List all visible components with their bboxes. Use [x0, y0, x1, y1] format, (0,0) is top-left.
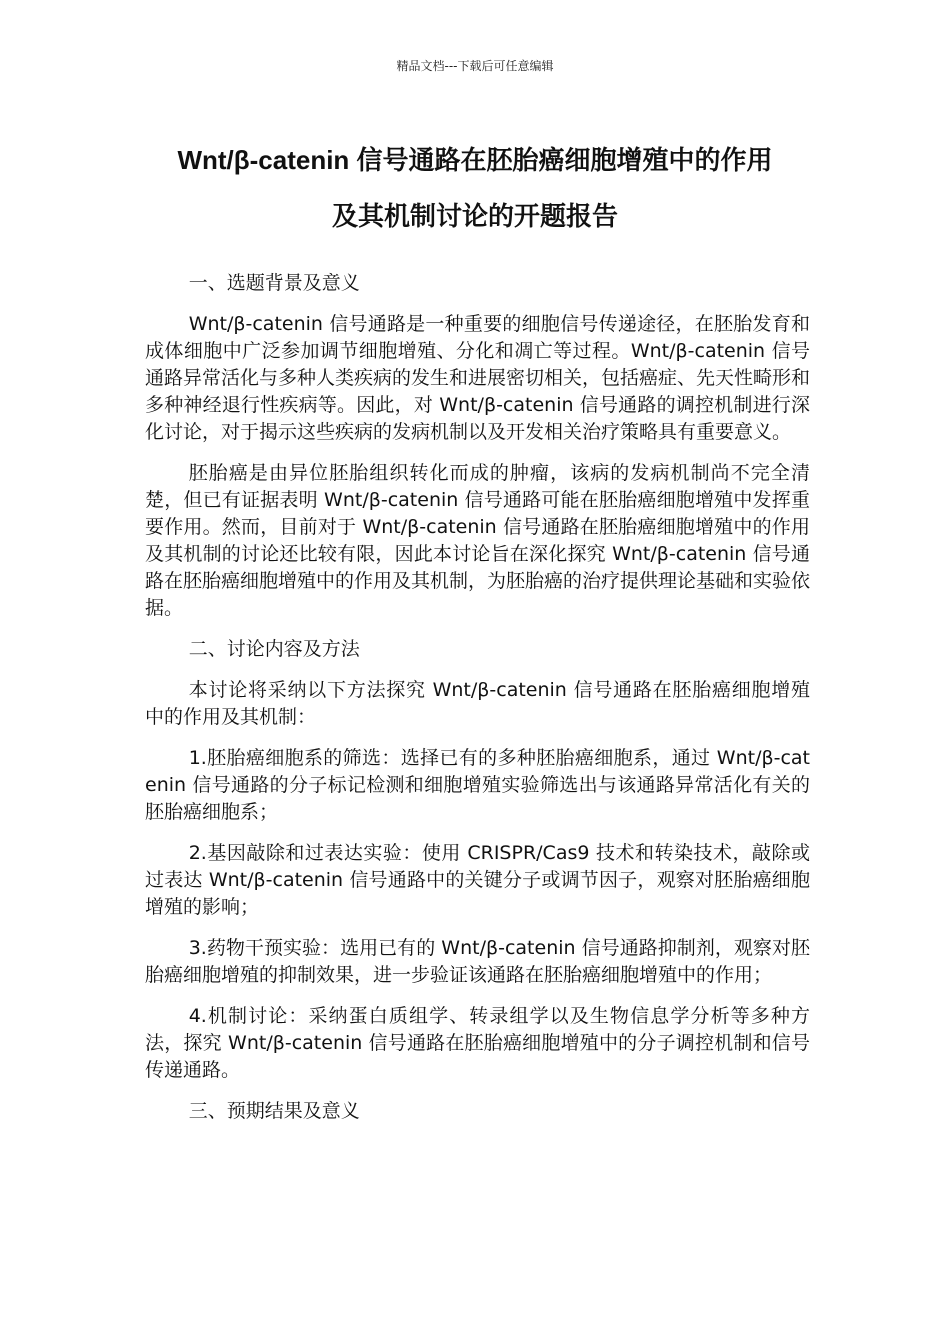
paragraph-methods-intro: 本讨论将采纳以下方法探究 Wnt/β-catenin 信号通路在胚胎癌细胞增殖中的作用及其机制： — [145, 679, 810, 728]
paragraph-background-2: 胚胎癌是由异位胚胎组织转化而成的肿瘤，该病的发病机制尚不完全清楚，但已有证据表明 Wnt/β-catenin 信号通路可能在胚胎癌细胞增殖中发挥重要作用。然而，目前对于 Wnt/β-catenin 信号通路在胚胎癌细胞增殖中的作用及其机制的讨论还比较有限，因此本讨论旨在深化探究 Wnt/β-catenin 信号通路在胚胎癌细胞增殖中的作用及其机制，为胚胎癌的治疗提供理论基础和实验依据。 — [145, 462, 811, 619]
method-item-1: 1.胚胎癌细胞系的筛选：选择已有的多种胚胎癌细胞系，通过 Wnt/β-catenin 信号通路的分子标记检测和细胞增殖实验筛选出与该通路异常活化有关的胚胎癌细胞系； — [145, 747, 810, 823]
document-title — [100, 132, 850, 244]
method-item-4: 4.机制讨论：采纳蛋白质组学、转录组学以及生物信息学分析等多种方法，探究 Wnt/β-catenin 信号通路在胚胎癌细胞增殖中的分子调控机制和信号传递通路。 — [145, 1005, 810, 1081]
method-item-2: 2.基因敲除和过表达实验：使用 CRISPR/Cas9 技术和转染技术，敲除或过表达 Wnt/β-catenin 信号通路中的关键分子或调节因子，观察对胚胎癌细胞增殖的影响； — [145, 842, 810, 918]
section-heading-background: 一、选题背景及意义 — [188, 272, 360, 294]
method-item-3: 3.药物干预实验：选用已有的 Wnt/β-catenin 信号通路抑制剂，观察对胚胎癌细胞增殖的抑制效果，进一步验证该通路在胚胎癌细胞增殖中的作用； — [145, 937, 810, 986]
document-body — [145, 270, 810, 1139]
section-heading-expected-results: 三、预期结果及意义 — [188, 1100, 360, 1122]
title-line-2: 及其机制讨论的开题报告 — [331, 201, 618, 231]
paragraph-background-1: Wnt/β-catenin 信号通路是一种重要的细胞信号传递途径，在胚胎发育和成体细胞中广泛参加调节细胞增殖、分化和凋亡等过程。Wnt/β-catenin 信号通路异常活化与多种人类疾病的发生和进展密切相关，包括癌症、先天性畸形和多种神经退行性疾病等。因此，对 Wnt/β-catenin 信号通路的调控机制进行深化讨论，对于揭示这些疾病的发病机制以及开发相关治疗策略具有重要意义。 — [145, 313, 811, 443]
title-line-1: Wnt/β-catenin 信号通路在胚胎癌细胞增殖中的作用 — [177, 145, 773, 175]
page-header: 精品文档---下载后可任意编辑 — [396, 59, 554, 73]
section-heading-methods: 二、讨论内容及方法 — [188, 638, 360, 660]
